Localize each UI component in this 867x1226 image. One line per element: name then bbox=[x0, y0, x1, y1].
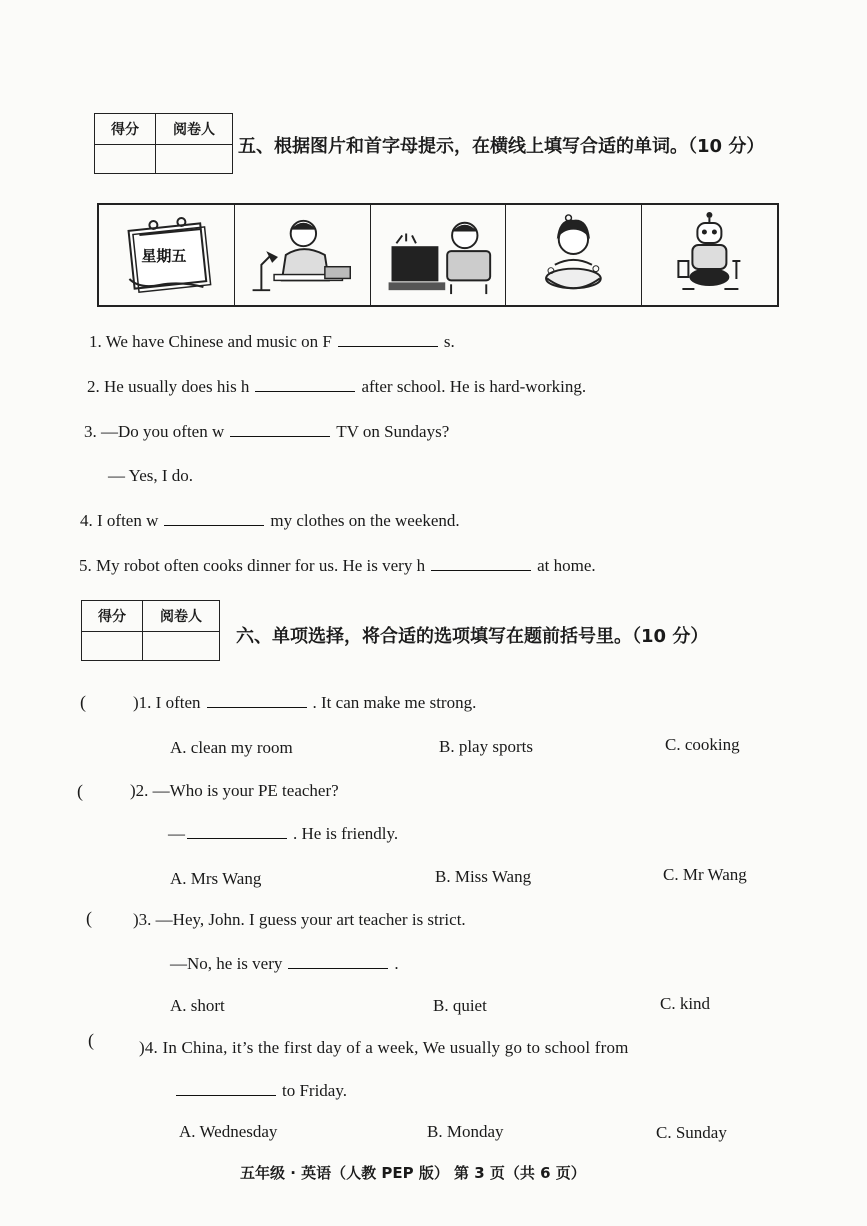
boy-watching-tv-picture bbox=[371, 205, 507, 305]
s6-question-2: )2. —Who is your PE teacher? bbox=[130, 781, 339, 800]
calendar-label: 星期五 bbox=[141, 247, 187, 265]
page-footer: 五年级 · 英语（人教 PEP 版） 第 3 页（共 6 页） bbox=[240, 1164, 586, 1182]
s5-q4-suffix: my clothes on the weekend. bbox=[270, 511, 460, 530]
s5-question-1 bbox=[89, 332, 455, 352]
s5-q3-suffix: TV on Sundays? bbox=[336, 422, 450, 441]
s5-q1-blank[interactable] bbox=[338, 332, 438, 347]
s6-q2-answer-paren[interactable]: ( bbox=[77, 781, 83, 801]
washing-icon bbox=[506, 205, 641, 305]
s5-question-3 bbox=[84, 422, 449, 442]
s6-q1-option-b[interactable]: B. play sports bbox=[439, 737, 533, 756]
s6-question-4: )4. In China, it’s the first day of a week, We usually go to school from bbox=[139, 1038, 629, 1057]
s6-q3-text: —No, he is very bbox=[170, 954, 283, 973]
s6-q2-option-a[interactable]: A. Mrs Wang bbox=[170, 869, 262, 888]
girl-washing-clothes-picture bbox=[506, 205, 642, 305]
s6-q4-option-b[interactable]: B. Monday bbox=[427, 1122, 504, 1141]
boy-doing-homework-picture bbox=[235, 205, 371, 305]
s6-q4-option-a[interactable]: A. Wednesday bbox=[179, 1122, 278, 1141]
score-cell[interactable] bbox=[95, 145, 156, 174]
reviewer-cell[interactable] bbox=[156, 145, 233, 174]
s5-question-4 bbox=[80, 511, 460, 531]
s6-q1-suffix: . It can make me strong. bbox=[312, 693, 477, 712]
s6-q3-option-b[interactable]: B. quiet bbox=[433, 996, 487, 1015]
score-box-section6 bbox=[81, 600, 220, 661]
s5-q2-text: 2. He usually does his h bbox=[87, 377, 250, 396]
s5-q3-blank[interactable] bbox=[230, 422, 330, 437]
s5-q2-suffix: after school. He is hard-working. bbox=[361, 377, 587, 396]
homework-icon bbox=[235, 205, 370, 305]
s6-question-1 bbox=[133, 693, 476, 713]
s5-q1-suffix: s. bbox=[443, 332, 455, 351]
s6-q3-option-c[interactable]: C. kind bbox=[660, 994, 711, 1013]
s6-q2-blank[interactable] bbox=[187, 824, 287, 839]
score-label: 得分 bbox=[82, 601, 143, 632]
s5-question-5 bbox=[79, 556, 596, 576]
s6-q3-option-a[interactable]: A. short bbox=[170, 996, 225, 1015]
section5-title: 五、根据图片和首字母提示，在横线上填写合适的单词。（10 分） bbox=[238, 136, 765, 157]
s5-q3-text: 3. —Do you often w bbox=[84, 422, 225, 441]
calendar-icon bbox=[99, 205, 234, 305]
calendar-friday-picture bbox=[99, 205, 235, 305]
s6-question-3: )3. —Hey, John. I guess your art teacher is strict. bbox=[133, 910, 466, 929]
reviewer-label: 阅卷人 bbox=[143, 601, 220, 632]
s6-q1-answer-paren[interactable]: ( bbox=[80, 692, 86, 712]
s5-q5-suffix: at home. bbox=[537, 556, 596, 575]
s6-question-3-line2 bbox=[170, 954, 399, 974]
s6-q1-option-c[interactable]: C. cooking bbox=[665, 735, 740, 754]
score-label: 得分 bbox=[95, 114, 156, 145]
s5-q5-text: 5. My robot often cooks dinner for us. He is very h bbox=[79, 556, 426, 575]
s6-q4-option-c[interactable]: C. Sunday bbox=[656, 1123, 727, 1142]
s6-q2-suffix: . He is friendly. bbox=[293, 824, 399, 843]
s6-q4-answer-paren[interactable]: ( bbox=[88, 1030, 94, 1050]
s6-q3-suffix: . bbox=[394, 954, 399, 973]
s6-q4-suffix: to Friday. bbox=[282, 1081, 348, 1100]
s5-q4-blank[interactable] bbox=[164, 511, 264, 526]
s6-q4-blank[interactable] bbox=[176, 1081, 276, 1096]
score-box-section5 bbox=[94, 113, 233, 174]
s6-question-2-line2 bbox=[168, 824, 398, 844]
s6-q3-blank[interactable] bbox=[288, 954, 388, 969]
s5-q2-blank[interactable] bbox=[255, 377, 355, 392]
robot-cooking-picture bbox=[642, 205, 777, 305]
s5-q1-text: 1. We have Chinese and music on F bbox=[89, 332, 332, 351]
section6-title: 六、单项选择，将合适的选项填写在题前括号里。（10 分） bbox=[236, 626, 709, 647]
tv-icon bbox=[371, 205, 506, 305]
s5-question-3-answer: — Yes, I do. bbox=[108, 466, 194, 485]
reviewer-label: 阅卷人 bbox=[156, 114, 233, 145]
s6-question-4-line2 bbox=[176, 1081, 347, 1101]
s6-q2-option-c[interactable]: C. Mr Wang bbox=[663, 865, 747, 884]
score-cell[interactable] bbox=[82, 632, 143, 661]
robot-icon bbox=[642, 205, 777, 305]
s5-q4-text: 4. I often w bbox=[80, 511, 159, 530]
picture-row bbox=[97, 203, 779, 307]
s6-q3-answer-paren[interactable]: ( bbox=[86, 908, 92, 928]
s5-question-2 bbox=[87, 377, 586, 397]
s6-q2-dash: — bbox=[168, 824, 185, 843]
s5-q5-blank[interactable] bbox=[431, 556, 531, 571]
s6-q1-text: )1. I often bbox=[133, 693, 201, 712]
s6-q1-blank[interactable] bbox=[207, 693, 307, 708]
s6-q2-option-b[interactable]: B. Miss Wang bbox=[435, 867, 532, 886]
reviewer-cell[interactable] bbox=[143, 632, 220, 661]
s6-q1-option-a[interactable]: A. clean my room bbox=[170, 738, 293, 757]
